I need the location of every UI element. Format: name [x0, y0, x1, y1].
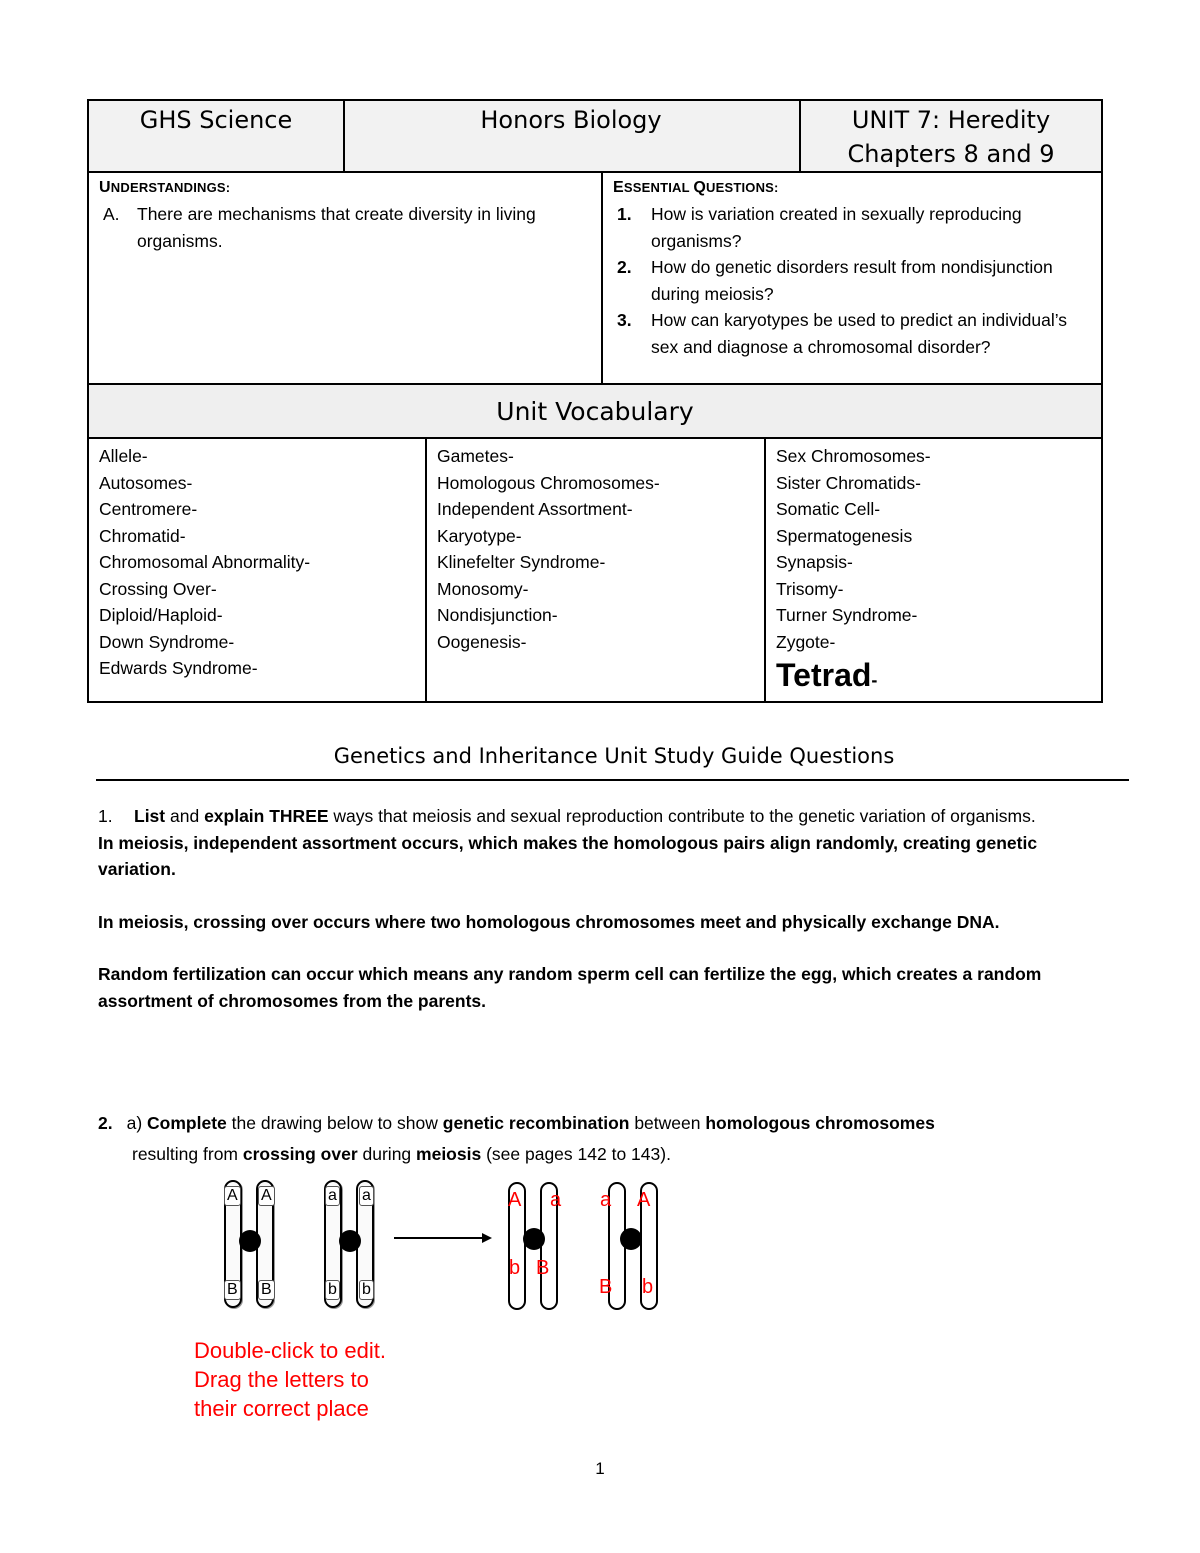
vocab-term-tetrad: Tetrad- [776, 657, 878, 693]
vocab-term: Turner Syndrome- [776, 605, 918, 625]
answer-1[interactable]: In meiosis, independent assortment occurs, which makes the homologous pairs align randomly, creating genetic variation. [98, 832, 1038, 879]
vocab-term: Karyotype- [437, 525, 522, 546]
vocab-term: Somatic Cell- [776, 499, 881, 519]
vocab-term: Allele- [99, 446, 148, 466]
centromere [523, 1228, 545, 1250]
question-1 [98, 803, 1118, 1014]
edit-instruction-note: Double-click to edit. Drag the letters to their correct place [194, 1338, 386, 1421]
vocab-term: Spermatogenesis [776, 525, 913, 546]
vocab-term: Gametes- [437, 446, 514, 466]
allele-label[interactable]: B [536, 1257, 550, 1279]
allele-label[interactable]: b [359, 1280, 374, 1300]
allele-label[interactable]: A [224, 1186, 241, 1206]
allele-label[interactable]: b [325, 1280, 340, 1300]
essential-question-item: 3. How can karyotypes be used to predict an individual’s sex and diagnose a chromosomal disorder? [617, 310, 1068, 357]
centromere [620, 1228, 642, 1250]
vocab-term: Nondisjunction- [437, 605, 558, 625]
question-2-prompt-line-2: resulting from crossing over during meiosis (see pages 142 to 143). [132, 1143, 671, 1164]
essential-questions-list [613, 201, 1091, 360]
understandings-heading: UNDERSTANDINGS: [99, 179, 231, 196]
vocabulary-column-1 [89, 439, 427, 701]
allele-label[interactable]: a [600, 1189, 612, 1211]
understandings-questions-row [87, 171, 1103, 385]
vocabulary-table [87, 437, 1103, 703]
unit-chapters: Chapters 8 and 9 [847, 140, 1055, 168]
vocab-term: Trisomy- [776, 578, 844, 599]
understandings-list [99, 201, 591, 254]
vocabulary-heading: Unit Vocabulary [87, 385, 1103, 439]
centromere [339, 1230, 361, 1252]
vocab-term: Centromere- [99, 499, 198, 519]
vocab-term: Chromosomal Abnormality- [99, 552, 311, 572]
vocab-term: Independent Assortment- [437, 499, 633, 519]
school-name: GHS Science [139, 106, 293, 134]
vocab-term: Down Syndrome- [99, 631, 235, 652]
header-table [87, 99, 1103, 173]
allele-label[interactable]: a [359, 1186, 374, 1206]
allele-label[interactable]: a [325, 1186, 340, 1206]
course-cell [343, 101, 801, 171]
vocab-term: Synapsis- [776, 552, 853, 572]
vocab-term: Sister Chromatids- [776, 472, 921, 493]
allele-label[interactable]: A [637, 1189, 651, 1211]
allele-label[interactable]: A [258, 1186, 275, 1206]
vocabulary-column-2 [427, 439, 766, 701]
question-2-prompt-line-1: 2. a) Complete the drawing below to show genetic recombination between homologous chromosomes [98, 1113, 935, 1133]
school-cell [89, 101, 345, 171]
essential-question-item: 2. How do genetic disorders result from nondisjunction during meiosis? [617, 257, 1053, 304]
allele-label[interactable]: B [258, 1280, 275, 1300]
understandings-cell [89, 171, 603, 383]
page-number: 1 [595, 1459, 605, 1478]
question-2 [98, 1110, 1118, 1167]
crossing-over-diagram[interactable] [210, 1174, 672, 1314]
title-rule [96, 779, 1129, 781]
understanding-item: A. There are mechanisms that create diversity in living organisms. [103, 204, 536, 251]
vocab-term: Autosomes- [99, 472, 193, 493]
allele-label[interactable]: B [599, 1276, 613, 1298]
question-1-prompt: 1. List and explain THREE ways that meiosis and sexual reproduction contribute to the genetic variation of organisms. [98, 806, 1036, 826]
allele-label[interactable]: b [642, 1276, 654, 1298]
vocab-term: Chromatid- [99, 525, 186, 546]
answer-2[interactable]: In meiosis, crossing over occurs where two homologous chromosomes meet and physically exchange DNA. [98, 911, 1000, 932]
answer-3[interactable]: Random fertilization can occur which means any random sperm cell can fertilize the egg, which creates a random assortment of chromosomes from the parents. [98, 964, 1042, 1011]
essential-question-item: 1. How is variation created in sexually reproducing organisms? [617, 204, 1022, 251]
allele-label[interactable]: a [550, 1189, 562, 1211]
vocab-term: Klinefelter Syndrome- [437, 552, 606, 572]
arrow-icon [394, 1228, 494, 1248]
essential-questions-cell [603, 171, 1101, 383]
allele-label[interactable]: A [508, 1189, 522, 1211]
allele-label[interactable]: b [509, 1257, 521, 1279]
vocab-term: Crossing Over- [99, 578, 217, 599]
vocabulary-column-3 [766, 439, 1101, 701]
vocab-term: Edwards Syndrome- [99, 658, 258, 678]
allele-label[interactable]: B [224, 1280, 241, 1300]
vocab-term: Oogenesis- [437, 631, 527, 652]
vocab-term: Sex Chromosomes- [776, 446, 931, 466]
vocab-term: Zygote- [776, 631, 836, 652]
vocab-term: Homologous Chromosomes- [437, 472, 660, 493]
centromere [239, 1230, 261, 1252]
unit-cell [801, 101, 1101, 171]
unit-title: UNIT 7: Heredity [851, 106, 1051, 134]
study-guide-title: Genetics and Inheritance Unit Study Guide Questions [333, 744, 895, 768]
essential-questions-heading: ESSENTIAL QUESTIONS: [613, 179, 779, 196]
course-name: Honors Biology [480, 106, 662, 134]
vocab-term: Monosomy- [437, 578, 529, 599]
vocab-term: Diploid/Haploid- [99, 605, 223, 625]
